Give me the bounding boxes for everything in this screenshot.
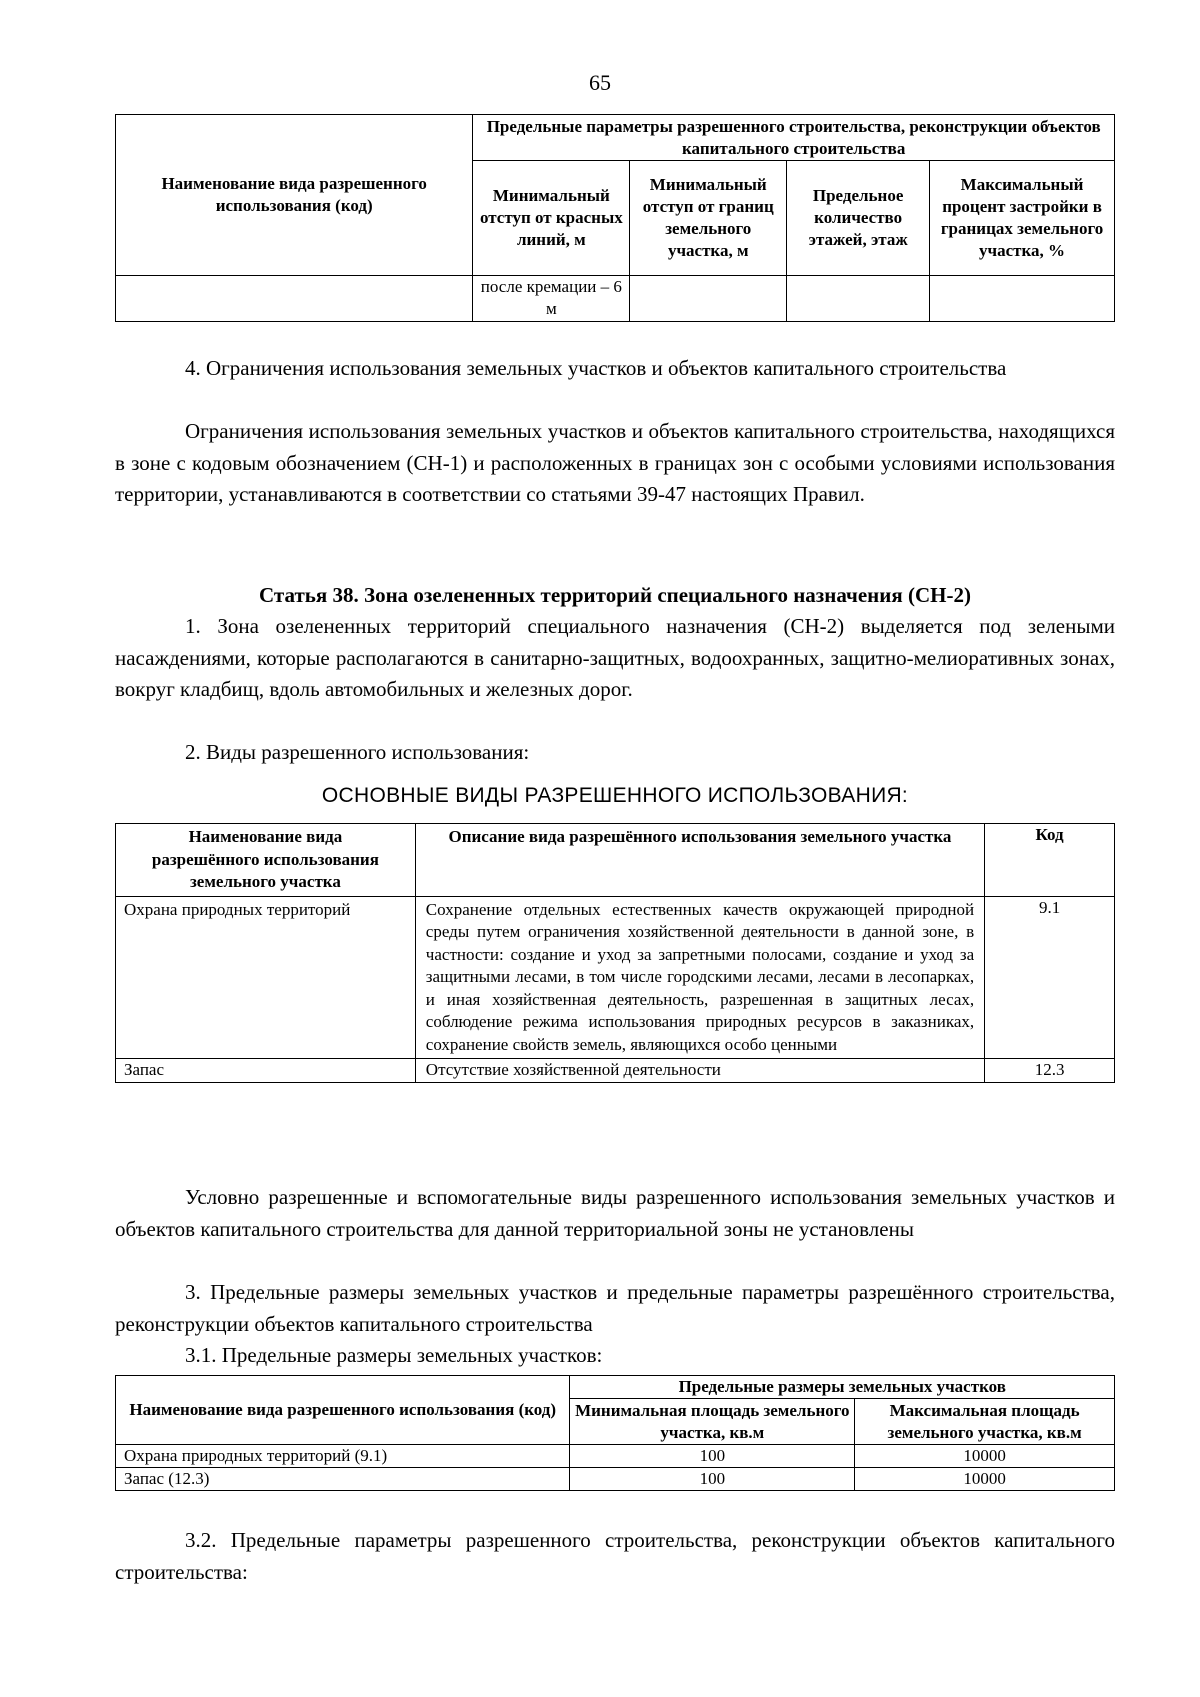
cell-floors [787,276,930,322]
section-4-text: Ограничения использования земельных участков и объектов капитального строительства, находящихся в зоне с кодовым обозначением (СН-1) и расположенных в границах зон с особыми условиями использования территории, устанавливаются в соответствии со статьями 39-47 настоящих Правил. [115,419,1115,506]
article-38-paragraph-1: 1. Зона озелененных территорий специального назначения (СН-2) выделяется под зелеными насаждениями, которые располагаются в санитарно-защитных, водоохранных, защитно-мелиоративных зонах, вокруг кладбищ, вдоль автомобильных и железных дорог. [115,614,1115,701]
cell-min-area: 100 [570,1468,855,1491]
cell-red-line-setback: после кремации – 6 м [473,276,630,322]
table-row [116,896,1115,1059]
col-header-use-name: Наименование вида разрешенного использования (код) [116,1376,570,1445]
plot-size-table [115,1375,1115,1491]
col-header-red-line-setback: Минимальный отступ от красных линий, м [473,161,630,276]
cell-use-name: Охрана природных территорий (9.1) [116,1445,570,1468]
cell-max-area: 10000 [855,1468,1115,1491]
section-4-heading: 4. Ограничения использования земельных участков и объектов капитального строительства [185,356,1007,380]
cell-use-name [116,276,473,322]
cell-use-name: Запас [116,1059,416,1083]
cell-min-area: 100 [570,1445,855,1468]
col-header-floors: Предельное количество этажей, этаж [787,161,930,276]
section-3-1-heading: 3.1. Предельные размеры земельных участков: [185,1343,603,1367]
table-row [116,1445,1115,1468]
col-header-description: Описание вида разрешённого использования земельного участка [415,824,984,897]
cell-max-area: 10000 [855,1445,1115,1468]
cell-description: Отсутствие хозяйственной деятельности [415,1059,984,1083]
col-header-border-setback: Минимальный отступ от границ земельного участка, м [630,161,787,276]
col-header-use-name: Наименование вида разрешенного использования (код) [116,115,473,276]
cell-description: Сохранение отдельных естественных качеств окружающей природной среды путем ограничения хозяйственной деятельности в данной зоне, в частности: создание и уход за запретными полосами, создание и уход за защитными лесами, в том числе городскими лесами, лесами в лесопарках, и иная хозяйственная деятельность, разрешенная в защитных лесах, соблюдение режима использования природных ресурсов в заказниках, сохранение свойств земель, являющихся особо ценными [415,896,984,1059]
table-row [116,1059,1115,1083]
cell-use-name: Запас (12.3) [116,1468,570,1491]
cell-border-setback [630,276,787,322]
col-header-min-area: Минимальная площадь земельного участка, кв.м [570,1399,855,1445]
group-header-parameters: Предельные параметры разрешенного строительства, реконструкции объектов капитального строительства [473,115,1115,161]
page-number: 65 [589,70,611,95]
section-3-2-heading: 3.2. Предельные параметры разрешенного строительства, реконструкции объектов капитального строительства: [115,1528,1115,1584]
cell-code: 9.1 [985,896,1115,1059]
group-header-plot-sizes: Предельные размеры земельных участков [570,1376,1115,1399]
article-38-paragraph-2: 2. Виды разрешенного использования: [185,740,530,764]
cell-use-name: Охрана природных территорий [116,896,416,1059]
col-header-build-percent: Максимальный процент застройки в границах земельного участка, % [930,161,1115,276]
building-parameters-table [115,114,1115,322]
conditional-uses-text: Условно разрешенные и вспомогательные виды разрешенного использования земельных участков и объектов капитального строительства для данной территориальной зоны не установлены [115,1185,1115,1241]
main-uses-heading: ОСНОВНЫЕ ВИДЫ РАЗРЕШЕННОГО ИСПОЛЬЗОВАНИЯ: [321,784,909,807]
table-row [116,1468,1115,1491]
col-header-max-area: Максимальная площадь земельного участка, кв.м [855,1399,1115,1445]
col-header-use-name: Наименование вида разрешённого использования земельного участка [116,824,416,897]
table-row [116,276,1115,322]
article-38-title: Статья 38. Зона озелененных территорий специального назначения (СН-2) [259,583,971,607]
col-header-code: Код [985,824,1115,897]
section-3-heading: 3. Предельные размеры земельных участков и предельные параметры разрешённого строительства, реконструкции объектов капитального строительства [115,1280,1115,1336]
permitted-uses-table [115,823,1115,1083]
cell-code: 12.3 [985,1059,1115,1083]
cell-build-percent [930,276,1115,322]
